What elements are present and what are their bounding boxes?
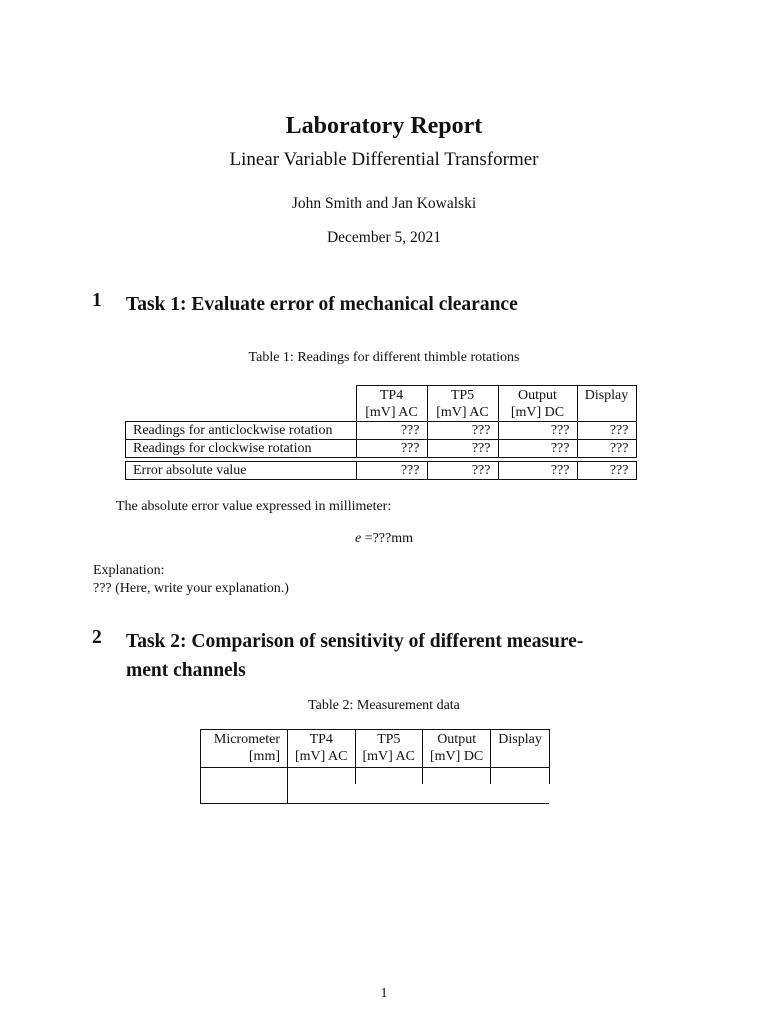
table-1-caption: Table 1: Readings for different thimble rotations <box>248 350 520 365</box>
table-1-header-display: Display <box>577 386 636 422</box>
row-label: Readings for clockwise rotation <box>126 440 357 458</box>
table-1 <box>125 385 637 480</box>
report-subtitle: Linear Variable Differential Transformer <box>229 149 539 170</box>
table-2-header-display: Display <box>491 730 550 768</box>
section-1-number: 1 <box>92 290 102 311</box>
table-row <box>201 768 550 785</box>
table-2-header-tp5: TP5 [mV] AC <box>355 730 423 768</box>
explanation-text: ??? (Here, write your explanation.) <box>93 581 289 596</box>
table-1-header-empty <box>126 386 357 422</box>
cell-value: ??? <box>356 462 427 480</box>
report-title: Laboratory Report <box>285 113 483 139</box>
page-number: 1 <box>380 986 388 1001</box>
empty-cell <box>491 784 550 804</box>
empty-cell <box>201 768 288 785</box>
cell-value: ??? <box>577 422 636 440</box>
equation-value: =???mm <box>361 531 414 546</box>
error-equation <box>0 531 768 547</box>
cell-value: ??? <box>498 462 577 480</box>
table-1-header-output: Output [mV] DC <box>498 386 577 422</box>
table-row <box>126 462 637 480</box>
table-row <box>126 422 637 440</box>
equation-variable: e <box>354 531 362 546</box>
table-2 <box>200 729 550 804</box>
table-1-header-row <box>126 386 637 422</box>
cell-value: ??? <box>577 440 636 458</box>
cell-value: ??? <box>498 440 577 458</box>
empty-cell <box>423 784 491 804</box>
cell-value: ??? <box>427 440 498 458</box>
cell-value: ??? <box>427 462 498 480</box>
section-1-title: Task 1: Evaluate error of mechanical clearance <box>126 294 518 315</box>
section-2-title: Task 2: Comparison of sensitivity of different measure- ment channels <box>126 631 584 681</box>
row-label: Error absolute value <box>126 462 357 480</box>
table-row <box>201 784 550 804</box>
report-date: December 5, 2021 <box>326 229 442 246</box>
table-2-header-micrometer: Micrometer [mm] <box>201 730 288 768</box>
cell-value: ??? <box>356 440 427 458</box>
table-1-header-tp5: TP5 [mV] AC <box>427 386 498 422</box>
section-2-number: 2 <box>92 627 102 648</box>
empty-cell <box>288 784 356 804</box>
table-2-header-tp4: TP4 [mV] AC <box>288 730 356 768</box>
empty-cell <box>355 784 423 804</box>
absolute-error-text: The absolute error value expressed in millimeter: <box>116 499 392 514</box>
table-1-header-tp4: TP4 [mV] AC <box>356 386 427 422</box>
table-row <box>126 440 637 458</box>
authors: John Smith and Jan Kowalski <box>291 195 477 212</box>
cell-value: ??? <box>498 422 577 440</box>
cell-value: ??? <box>577 462 636 480</box>
cell-value: ??? <box>356 422 427 440</box>
explanation-label: Explanation: <box>93 563 165 578</box>
empty-cell <box>423 768 491 785</box>
empty-cell <box>288 768 356 785</box>
table-2-header-output: Output [mV] DC <box>423 730 491 768</box>
table-2-header-row <box>201 730 550 768</box>
cell-value: ??? <box>427 422 498 440</box>
empty-cell <box>201 784 288 804</box>
empty-cell <box>491 768 550 785</box>
row-label: Readings for anticlockwise rotation <box>126 422 357 440</box>
table-2-caption: Table 2: Measurement data <box>308 698 460 713</box>
empty-cell <box>355 768 423 785</box>
